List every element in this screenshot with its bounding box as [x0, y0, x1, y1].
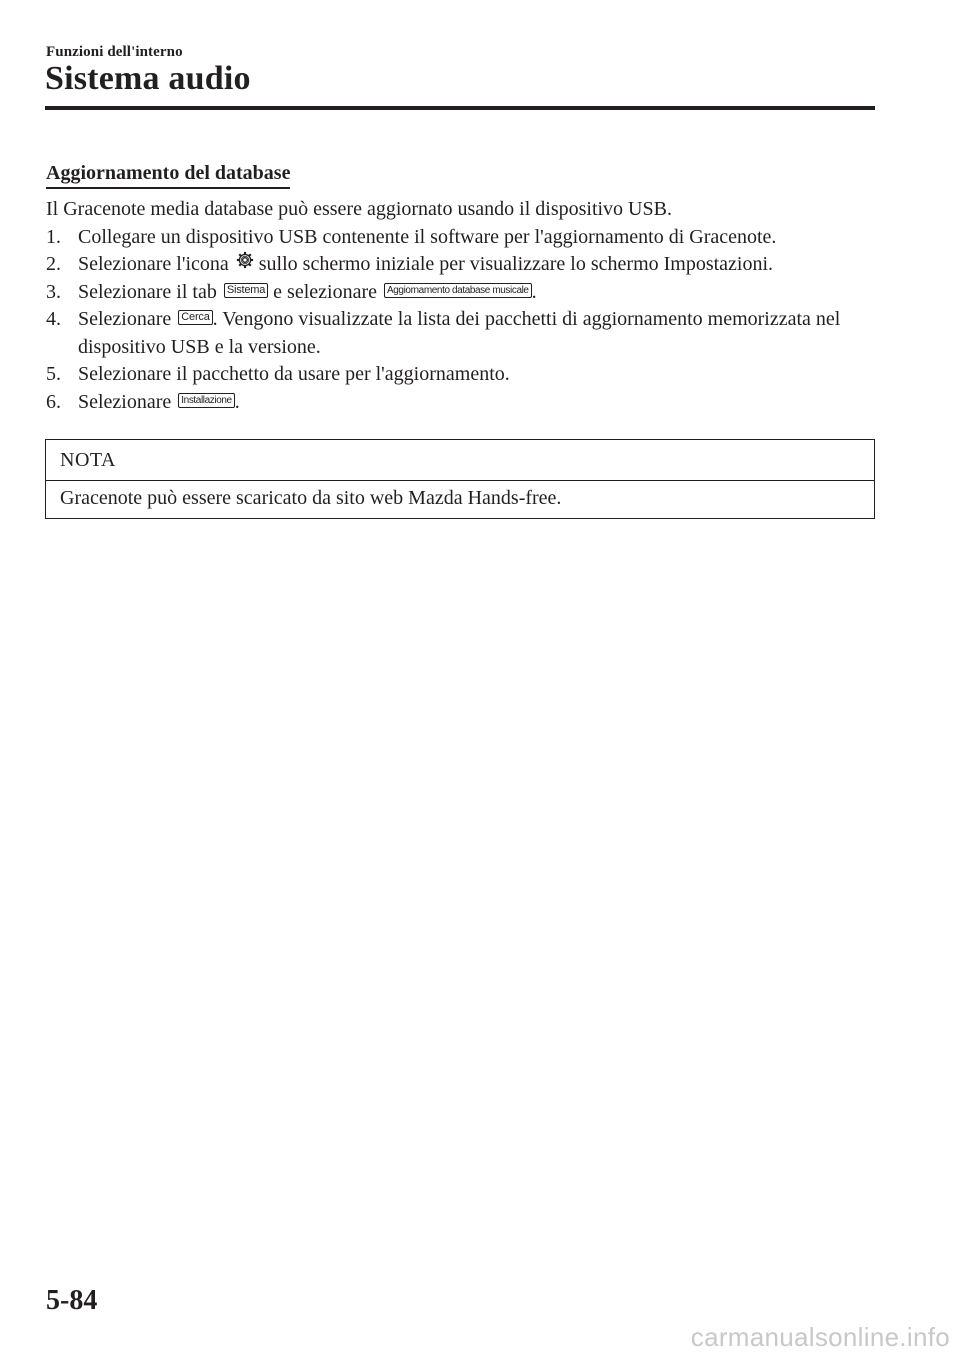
list-item	[46, 389, 876, 417]
watermark: carmanualsonline.info	[690, 1322, 950, 1352]
step-text: Collegare un dispositivo USB contenente il software per l'aggiornamento di Gracenote.	[78, 225, 777, 248]
note-text: Gracenote può essere scaricato da sito web Mazda Hands-free.	[60, 487, 562, 509]
section-label: Funzioni dell'interno	[46, 44, 183, 60]
intro-paragraph: Il Gracenote media database può essere aggiornato usando il dispositivo USB.	[46, 198, 672, 220]
step-text: .	[531, 280, 537, 303]
page-title: Sistema audio	[45, 60, 251, 97]
step-text: e selezionare	[273, 280, 377, 303]
step-number: 5.	[46, 363, 61, 385]
note-box	[45, 439, 875, 519]
step-text: Selezionare	[78, 390, 172, 413]
install-button[interactable]: Installazione	[178, 393, 234, 408]
list-item	[46, 361, 876, 389]
list-item	[46, 306, 876, 361]
step-text: .	[234, 390, 240, 413]
step-text: . Vengono visualizzate la lista dei pacchetti di aggiornamento memorizzata nel dispositivo USB e la versione.	[78, 308, 841, 358]
note-heading: NOTA	[46, 440, 874, 481]
page-number: 5-84	[46, 1285, 98, 1316]
step-text: sullo schermo iniziale per visualizzare lo schermo Impostazioni.	[258, 253, 774, 275]
step-number: 4.	[46, 308, 61, 330]
music-database-update-button[interactable]: Aggiornamento database musicale	[384, 283, 532, 298]
step-number: 6.	[46, 390, 61, 413]
body-content	[46, 196, 876, 416]
step-number: 3.	[46, 280, 61, 303]
list-item	[46, 224, 876, 252]
section-heading: Aggiornamento del database	[46, 160, 290, 189]
list-item	[46, 251, 876, 279]
step-text: Selezionare l'icona	[78, 253, 229, 275]
search-button[interactable]: Cerca	[178, 310, 212, 325]
sistema-tab-button[interactable]: Sistema	[224, 283, 268, 298]
step-text: Selezionare il tab	[78, 280, 217, 303]
step-text: Selezionare il pacchetto da usare per l'aggiornamento.	[78, 363, 510, 385]
list-item	[46, 279, 876, 307]
step-text: Selezionare	[78, 308, 172, 330]
steps-list	[46, 224, 876, 417]
step-number: 2.	[46, 253, 61, 275]
title-rule	[45, 106, 875, 110]
step-number: 1.	[46, 225, 61, 248]
gear-icon	[236, 251, 254, 269]
